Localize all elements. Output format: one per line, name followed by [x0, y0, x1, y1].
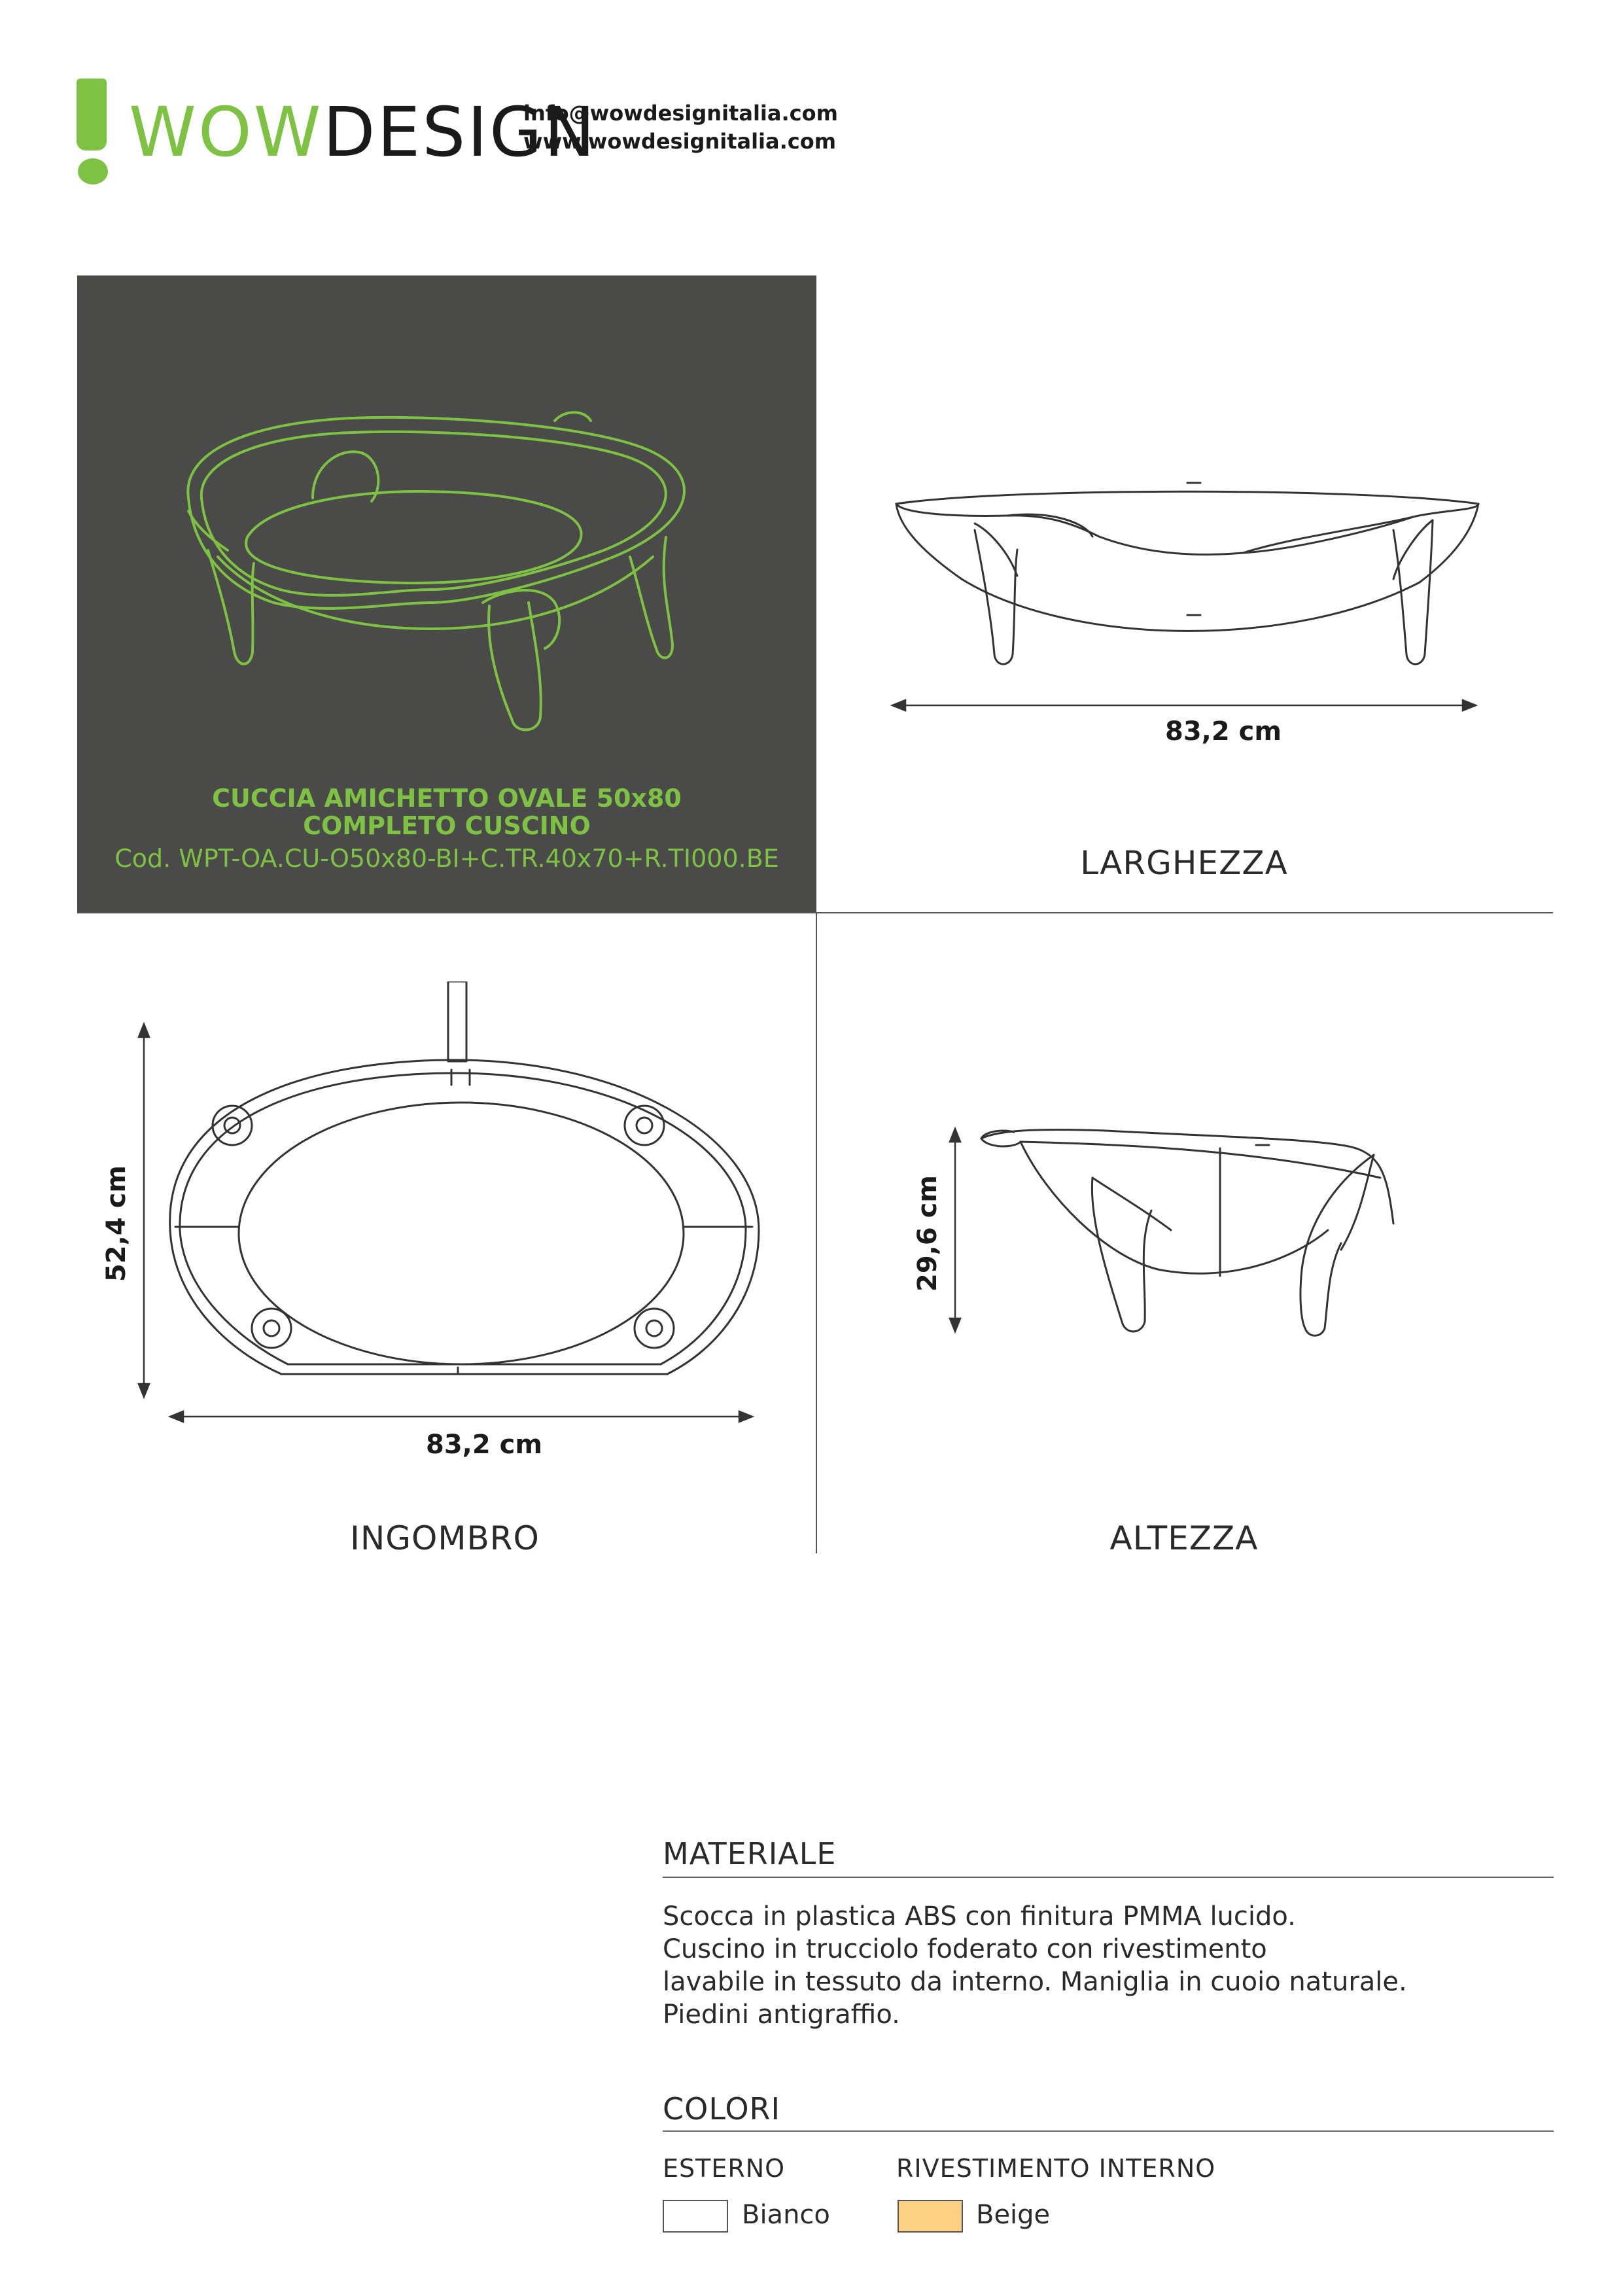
- logo-exclamation-icon: [77, 79, 107, 150]
- materiale-line: Scocca in plastica ABS con finitura PMMA lucido.: [663, 1901, 1296, 1932]
- logo-exclamation-dot-icon: [78, 158, 108, 185]
- product-title-line1: CUCCIA AMICHETTO OVALE 50x80: [212, 784, 682, 813]
- colori-title: COLORI: [663, 2091, 781, 2127]
- contact-email[interactable]: info@wowdesignitalia.com: [523, 101, 838, 126]
- side-view-drawing: [975, 1112, 1406, 1348]
- colori-rule: [663, 2130, 1554, 2132]
- front-view-drawing: [877, 458, 1492, 746]
- grid-divider-vertical: [816, 912, 817, 1553]
- rivestimento-color-name: Beige: [976, 2200, 1051, 2230]
- contact-info: [523, 99, 838, 156]
- contact-website[interactable]: www.wowdesignitalia.com: [523, 129, 837, 154]
- materiale-line: Cuscino in trucciolo foderato con rivestimento: [663, 1934, 1267, 1964]
- product-code: Cod. WPT-OA.CU-O50x80-BI+C.TR.40x70+R.TI000.BE: [114, 844, 779, 873]
- brand-design: DESIGN: [323, 92, 597, 172]
- altezza-dimension: 29,6 cm: [913, 1175, 943, 1292]
- materiale-title: MATERIALE: [663, 1836, 837, 1871]
- rivestimento-color-swatch: [898, 2200, 963, 2233]
- ingombro-depth-dimension: 52,4 cm: [101, 1165, 131, 1282]
- grid-divider-horizontal: [77, 912, 1553, 913]
- esterno-heading: ESTERNO: [663, 2154, 786, 2183]
- larghezza-label: LARGHEZZA: [1080, 844, 1288, 882]
- product-title-line2: COMPLETO CUSCINO: [303, 811, 591, 840]
- materiale-description: [663, 1900, 1554, 2031]
- esterno-color-swatch: [663, 2200, 728, 2233]
- materiale-rule: [663, 1877, 1554, 1878]
- altezza-label: ALTEZZA: [1109, 1519, 1259, 1557]
- esterno-color-name: Bianco: [742, 2200, 830, 2230]
- product-title: [77, 785, 816, 840]
- materiale-line: Piedini antigraffio.: [663, 2000, 900, 2030]
- product-perspective-drawing: [77, 275, 816, 773]
- brand-wow: WOW: [129, 92, 323, 172]
- ingombro-label: INGOMBRO: [350, 1519, 540, 1557]
- larghezza-dimension: 83,2 cm: [1164, 716, 1282, 747]
- ingombro-width-dimension: 83,2 cm: [425, 1430, 542, 1460]
- depth-dimension-arrow: [131, 1021, 157, 1400]
- materiale-line: lavabile in tessuto da interno. Maniglia in cuoio naturale.: [663, 1967, 1407, 1997]
- brand-logo: [77, 79, 862, 183]
- height-dimension-arrow: [942, 1125, 968, 1335]
- top-view-drawing: [131, 981, 785, 1453]
- rivestimento-heading: RIVESTIMENTO INTERNO: [896, 2154, 1216, 2183]
